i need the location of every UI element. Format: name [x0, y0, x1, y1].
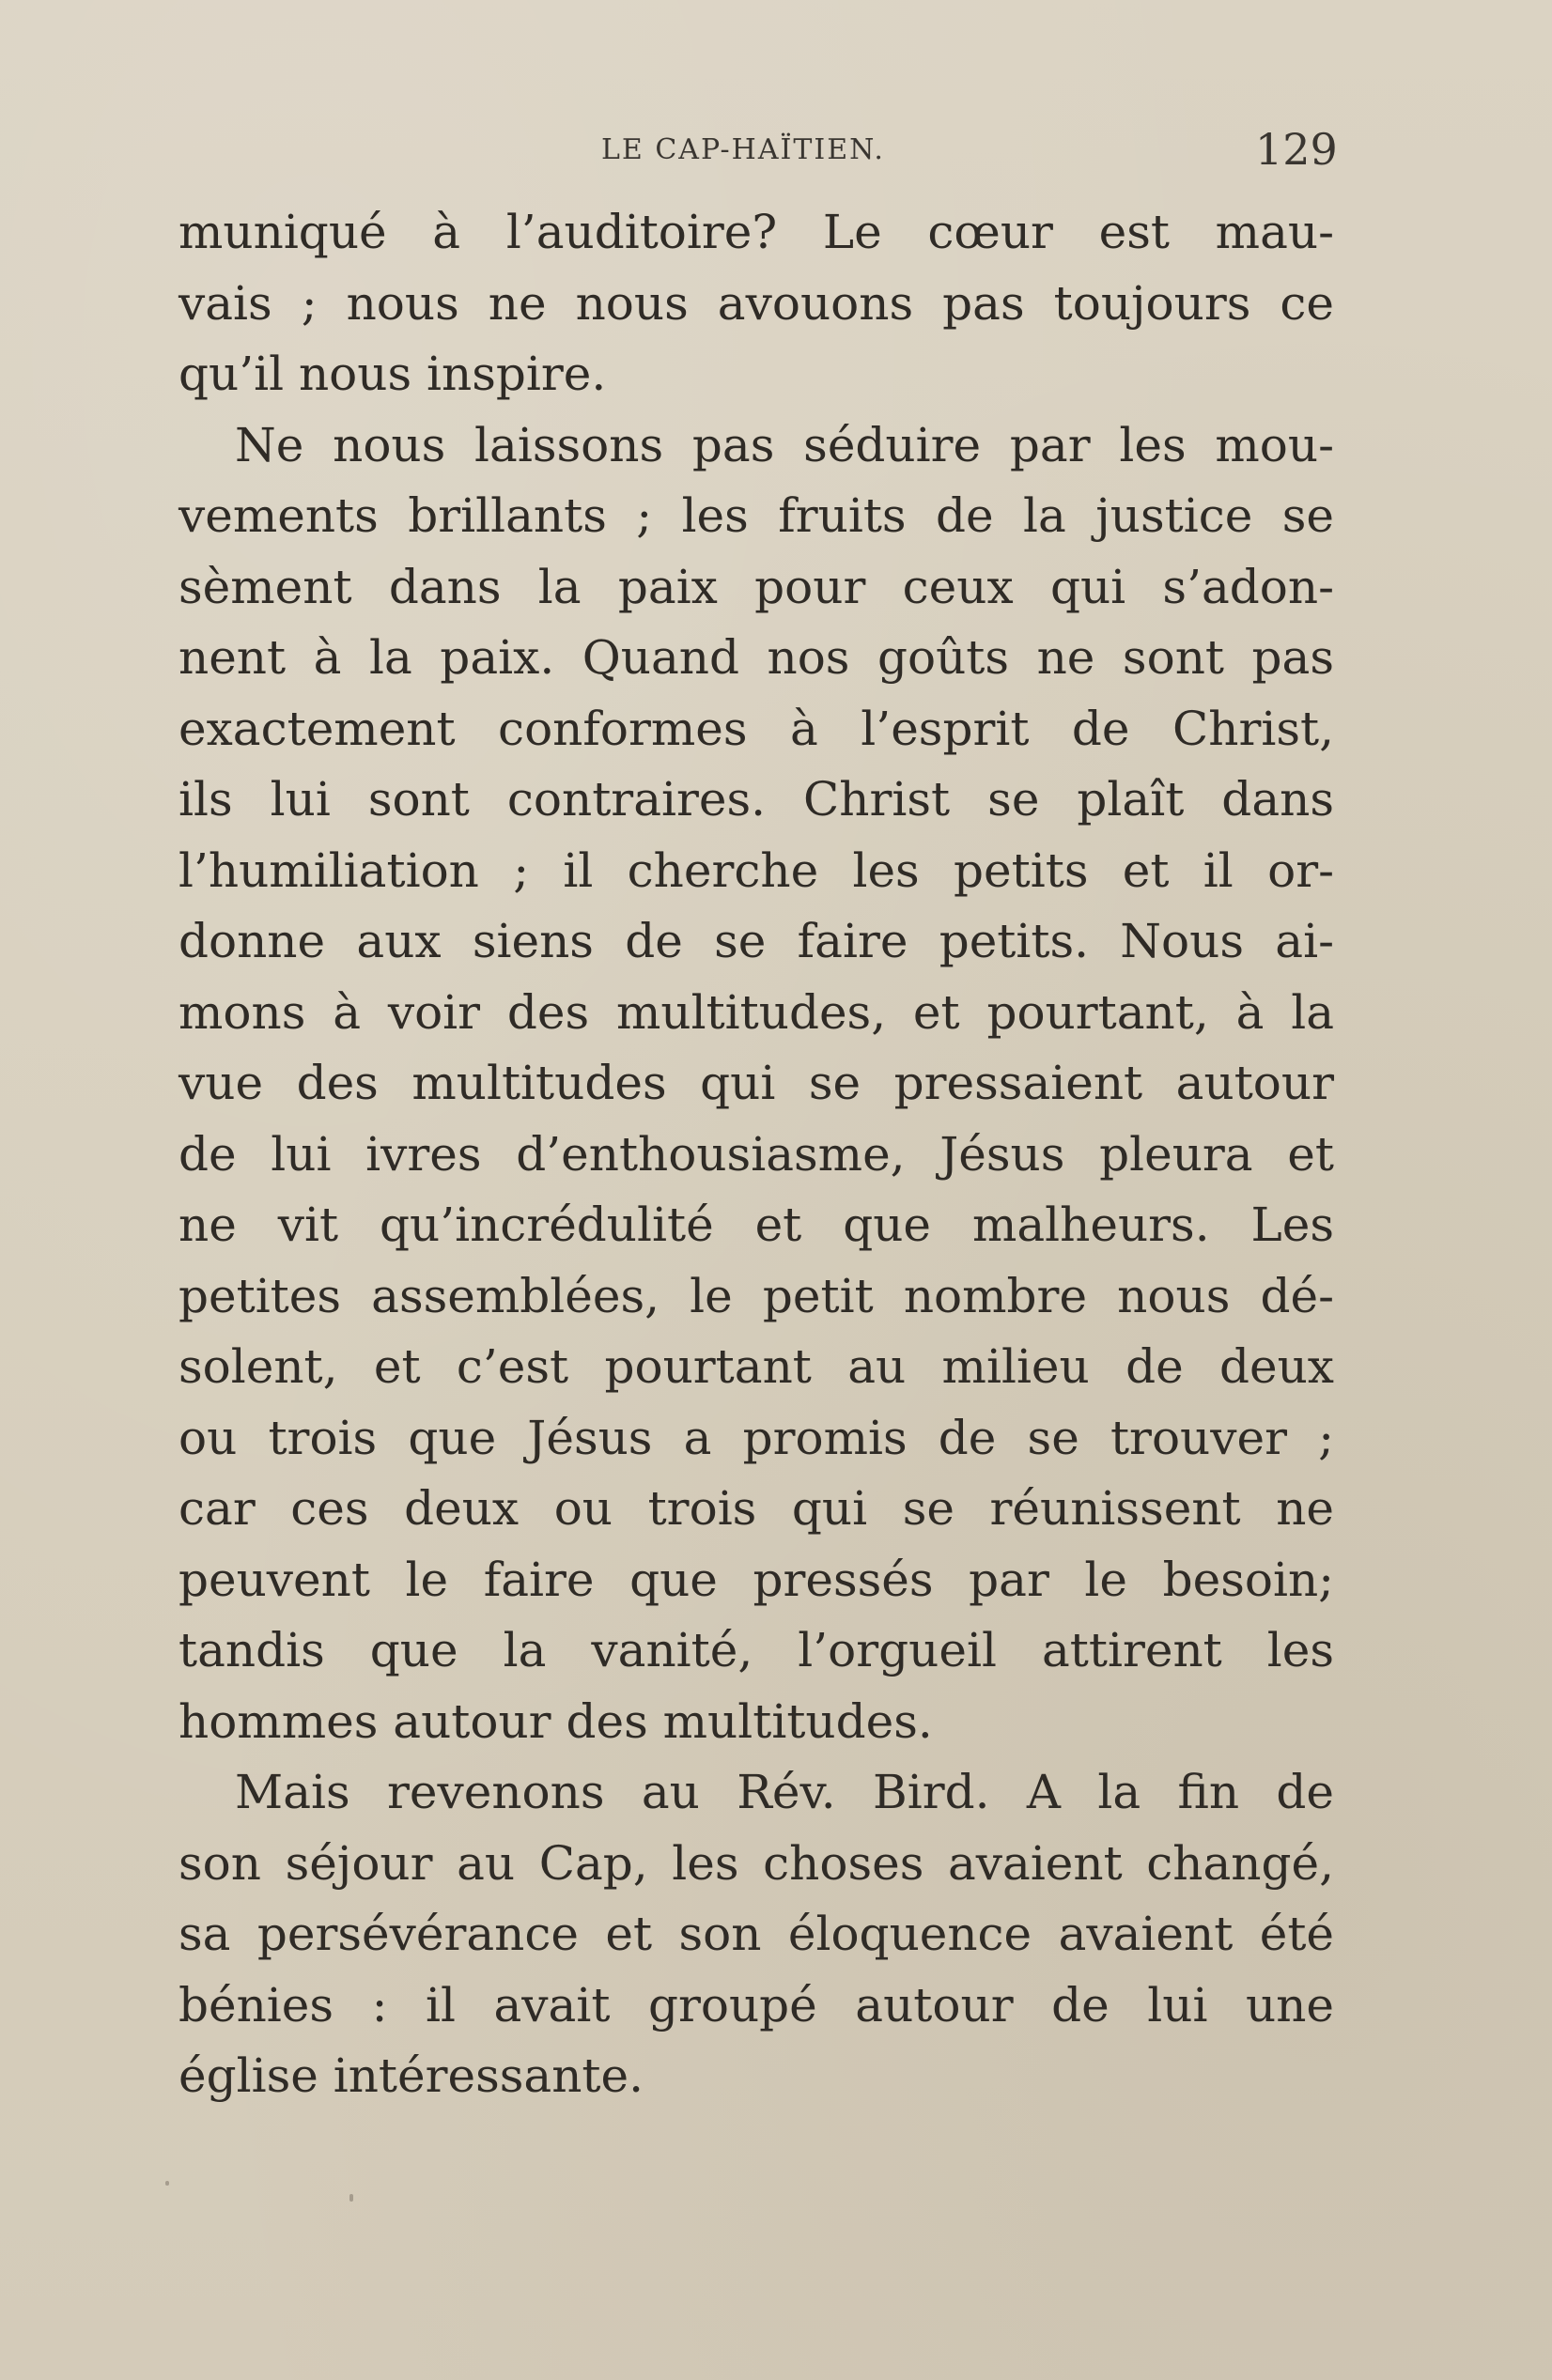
text-line: Mais revenons au Rév. Bird. A la fin de — [235, 1765, 1334, 1819]
text-line: car ces deux ou trois qui se réunissent ne — [178, 1481, 1334, 1536]
text-line: sèment dans la paix pour ceux qui s’adon- — [178, 559, 1334, 614]
text-line: exactement conformes à l’esprit de Christ, — [178, 701, 1334, 756]
text-line: nent à la paix. Quand nos goûts ne sont pas — [178, 630, 1334, 685]
text-line: donne aux siens de se faire petits. Nous ai- — [178, 914, 1334, 968]
text-line: vements brillants ; les fruits de la justice se — [178, 488, 1334, 543]
text-line: qu’il nous inspire. — [178, 347, 607, 401]
text-line: petites assemblées, le petit nombre nous dé- — [178, 1268, 1334, 1323]
page-header — [0, 124, 1552, 180]
text-line: vue des multitudes qui se pressaient autour — [178, 1056, 1334, 1110]
text-line: solent, et c’est pourtant au milieu de deux — [178, 1339, 1334, 1394]
text-line: bénies : il avait groupé autour de lui une — [178, 1977, 1334, 2032]
text-line: sa persévérance et son éloquence avaient été — [178, 1907, 1334, 1961]
text-line: hommes autour des multitudes. — [178, 1693, 933, 1749]
paper-speck — [349, 2194, 353, 2202]
text-line: muniqué à l’auditoire? Le cœur est mau- — [178, 205, 1334, 259]
paper-speck — [165, 2181, 169, 2186]
body-text — [178, 197, 1334, 2112]
text-line: vais ; nous ne nous avouons pas toujours ce — [178, 275, 1334, 331]
text-line: mons à voir des multitudes, et pourtant, à la — [178, 984, 1334, 1040]
text-line: peuvent le faire que pressés par le besoin; — [178, 1552, 1334, 1607]
running-title: LE CAP-HAÏTIEN. — [601, 133, 885, 166]
text-line: tandis que la vanité, l’orgueil attirent les — [178, 1623, 1334, 1677]
text-line: ou trois que Jésus a promis de se trouver ; — [178, 1410, 1334, 1465]
page-number: 129 — [1255, 124, 1338, 175]
text-line: église intéressante. — [178, 2048, 644, 2103]
text-line: l’humiliation ; il cherche les petits et il or- — [178, 842, 1334, 898]
text-line: son séjour au Cap, les choses avaient changé, — [178, 1835, 1334, 1891]
text-line: ne vit qu’incrédulité et que malheurs. Les — [178, 1198, 1334, 1252]
text-line: ils lui sont contraires. Christ se plaît dans — [178, 772, 1334, 827]
text-line: Ne nous laissons pas séduire par les mou- — [235, 417, 1334, 472]
text-line: de lui ivres d’enthousiasme, Jésus pleura et — [178, 1126, 1334, 1182]
